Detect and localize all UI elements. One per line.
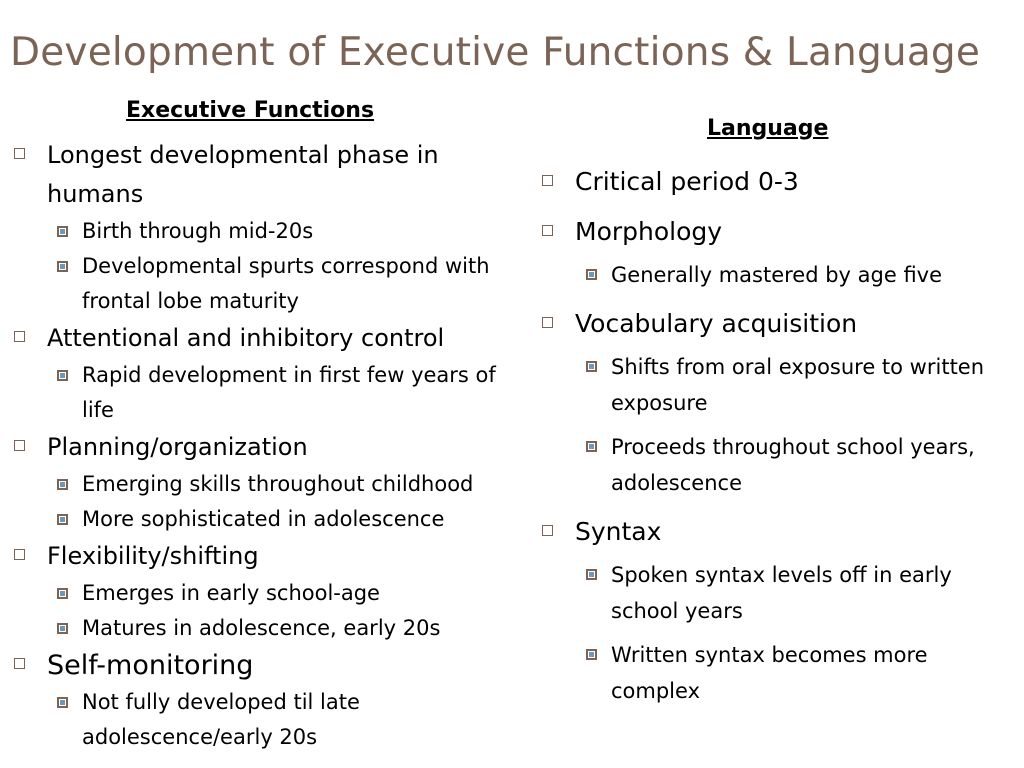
filled-square-bullet-icon: [586, 569, 597, 580]
list-item: Longest developmental phase in humans: [14, 136, 514, 214]
hollow-square-bullet-icon: [542, 525, 553, 536]
list-item: Vocabulary acquisition: [542, 305, 1022, 343]
filled-square-bullet-icon: [586, 649, 597, 660]
list-item: Critical period 0-3: [542, 163, 1022, 201]
sub-list-item: Rapid development in first few years of life: [14, 358, 514, 428]
sub-list-item: Generally mastered by age five: [542, 257, 1022, 293]
sub-list-item: Shifts from oral exposure to written exposure: [542, 349, 1022, 421]
hollow-square-bullet-icon: [14, 549, 25, 560]
slide-title: Development of Executive Functions & Language: [10, 30, 981, 75]
sub-list-item: Birth through mid-20s: [14, 214, 514, 249]
list-item: Self-monitoring: [14, 646, 514, 685]
filled-square-bullet-icon: [586, 441, 597, 452]
hollow-square-bullet-icon: [542, 225, 553, 236]
hollow-square-bullet-icon: [14, 440, 25, 451]
filled-square-bullet-icon: [57, 623, 68, 634]
hollow-square-bullet-icon: [14, 331, 25, 342]
filled-square-bullet-icon: [57, 261, 68, 272]
filled-square-bullet-icon: [57, 588, 68, 599]
hollow-square-bullet-icon: [542, 317, 553, 328]
sub-list-item: Emerging skills throughout childhood: [14, 467, 514, 502]
sub-list-item: Matures in adolescence, early 20s: [14, 611, 514, 646]
filled-square-bullet-icon: [586, 361, 597, 372]
sub-list-item: Written syntax becomes more complex: [542, 637, 1022, 709]
filled-square-bullet-icon: [57, 370, 68, 381]
sub-list-item: Spoken syntax levels off in early school years: [542, 557, 1022, 629]
list-item: Syntax: [542, 513, 1022, 551]
hollow-square-bullet-icon: [14, 658, 25, 669]
list-item: Morphology: [542, 213, 1022, 251]
filled-square-bullet-icon: [586, 269, 597, 280]
list-item: Planning/organization: [14, 428, 514, 467]
filled-square-bullet-icon: [57, 697, 68, 708]
sub-list-item: Proceeds throughout school years, adolescence: [542, 429, 1022, 501]
filled-square-bullet-icon: [57, 226, 68, 237]
hollow-square-bullet-icon: [14, 148, 25, 159]
sub-list-item: Not fully developed til late adolescence/early 20s: [14, 685, 514, 755]
sub-list-item: Developmental spurts correspond with frontal lobe maturity: [14, 249, 514, 319]
executive-functions-list: [14, 136, 514, 755]
list-item: Flexibility/shifting: [14, 537, 514, 576]
executive-functions-heading: Executive Functions: [126, 98, 375, 123]
filled-square-bullet-icon: [57, 479, 68, 490]
language-heading: Language: [707, 116, 829, 141]
sub-list-item: More sophisticated in adolescence: [14, 502, 514, 537]
filled-square-bullet-icon: [57, 514, 68, 525]
list-item: Attentional and inhibitory control: [14, 319, 514, 358]
hollow-square-bullet-icon: [542, 175, 553, 186]
sub-list-item: Emerges in early school-age: [14, 576, 514, 611]
language-list: [542, 163, 1022, 709]
